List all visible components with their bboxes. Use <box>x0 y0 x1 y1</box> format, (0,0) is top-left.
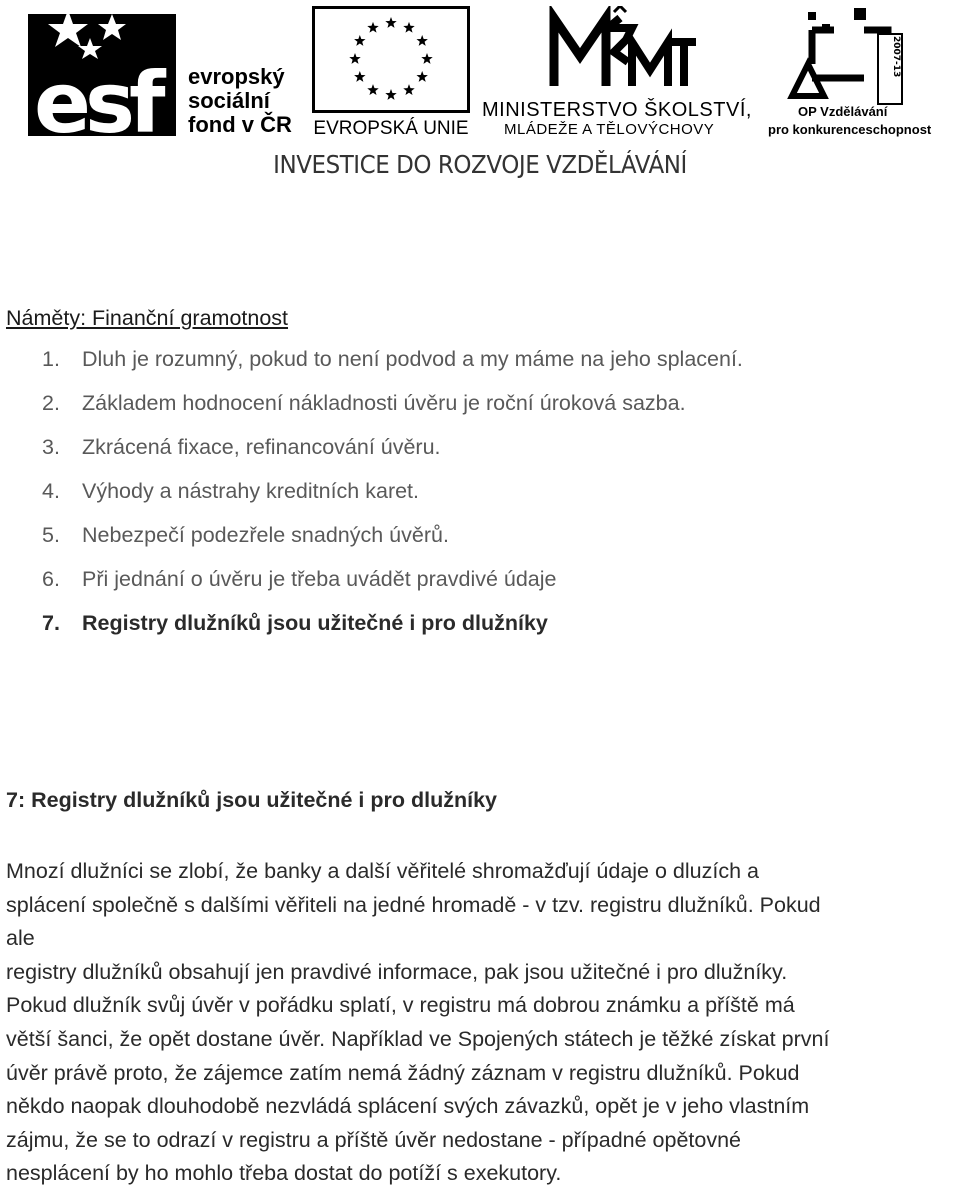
svg-text:esf: esf <box>34 54 160 139</box>
body-line: Mnozí dlužníci se zlobí, že banky a další věřitelé shromažďují údaje o dluzích a <box>6 859 759 883</box>
list-item: 2. Základem hodnocení nákladnosti úvěru je roční úroková sazba. <box>42 391 686 415</box>
svg-text:sociální: sociální <box>188 88 270 113</box>
document <box>6 300 956 645</box>
svg-text:fond v ČR: fond v ČR <box>188 112 292 137</box>
topic-list <box>6 337 956 645</box>
op-vzdelavani-logo <box>768 4 948 138</box>
svg-text:MLÁDEŽE A TĚLOVÝCHOVY: MLÁDEŽE A TĚLOVÝCHOVY <box>504 121 715 136</box>
body-line: ale <box>6 926 35 951</box>
list-item: 3. Zkrácená fixace, refinancování úvěru. <box>42 435 441 459</box>
body-line: nesplácení by ho mohlo třeba dostat do potíží s exekutory. <box>6 1161 562 1186</box>
tagline: INVESTICE DO ROZVOJE VZDĚLÁVÁNÍ <box>273 150 687 179</box>
svg-text:MINISTERSTVO ŠKOLSTVÍ,: MINISTERSTVO ŠKOLSTVÍ, <box>482 99 752 121</box>
svg-text:EVROPSKÁ UNIE: EVROPSKÁ UNIE <box>313 118 469 138</box>
body-line: registry dlužníků obsahují jen pravdivé informace, pak jsou užitečné i pro dlužníky. <box>6 959 788 984</box>
logo-bar <box>0 0 960 200</box>
svg-text:pro konkurenceschopnost: pro konkurenceschopnost <box>768 122 932 137</box>
body-line: zájmu, že se to odrazí v registru a příště úvěr nedostane - případné opětovné <box>6 1127 741 1152</box>
msmt-logo <box>482 6 760 136</box>
svg-text:OP Vzdělávání: OP Vzdělávání <box>798 104 888 119</box>
svg-text:2007-13: 2007-13 <box>891 36 901 78</box>
section-title: 7: Registry dlužníků jsou užitečné i pro dlužníky <box>6 788 497 812</box>
body-paragraph <box>6 855 958 1191</box>
body-line: Pokud dlužník svůj úvěr v pořádku splatí, v registru má dobrou známku a příště má <box>6 993 795 1018</box>
body-line: úvěr právě proto, že zájemce zatím nemá žádný záznam v registru dlužníků. Pokud <box>6 1060 800 1085</box>
body-line: splácení společně s dalšími věřiteli na jedné hromadě - v tzv. registru dlužníků. Pokud <box>6 892 821 917</box>
list-item: 6. Při jednání o úvěru je třeba uvádět pravdivé údaje <box>42 567 557 591</box>
body-line: větší šanci, že opět dostane úvěr. Například ve Spojených státech je těžké získat první <box>6 1026 830 1051</box>
list-item: 4. Výhody a nástrahy kreditních karet. <box>42 479 420 503</box>
esf-logo <box>28 4 303 139</box>
body-line: někdo naopak dlouhodobě nezvládá splácení svých závazků, opět je v jeho vlastním <box>6 1094 810 1119</box>
list-item: 1. Dluh je rozumný, pokud to není podvod a my máme na jeho splacení. <box>42 347 743 371</box>
eu-flag-logo <box>312 6 470 138</box>
topic-heading: Náměty: Finanční gramotnost <box>6 306 289 330</box>
list-item: 5. Nebezpečí podezřele snadných úvěrů. <box>42 523 449 547</box>
list-item-highlighted: 7. Registry dlužníků jsou užitečné i pro dlužníky <box>42 611 548 635</box>
svg-text:evropský: evropský <box>188 64 285 89</box>
